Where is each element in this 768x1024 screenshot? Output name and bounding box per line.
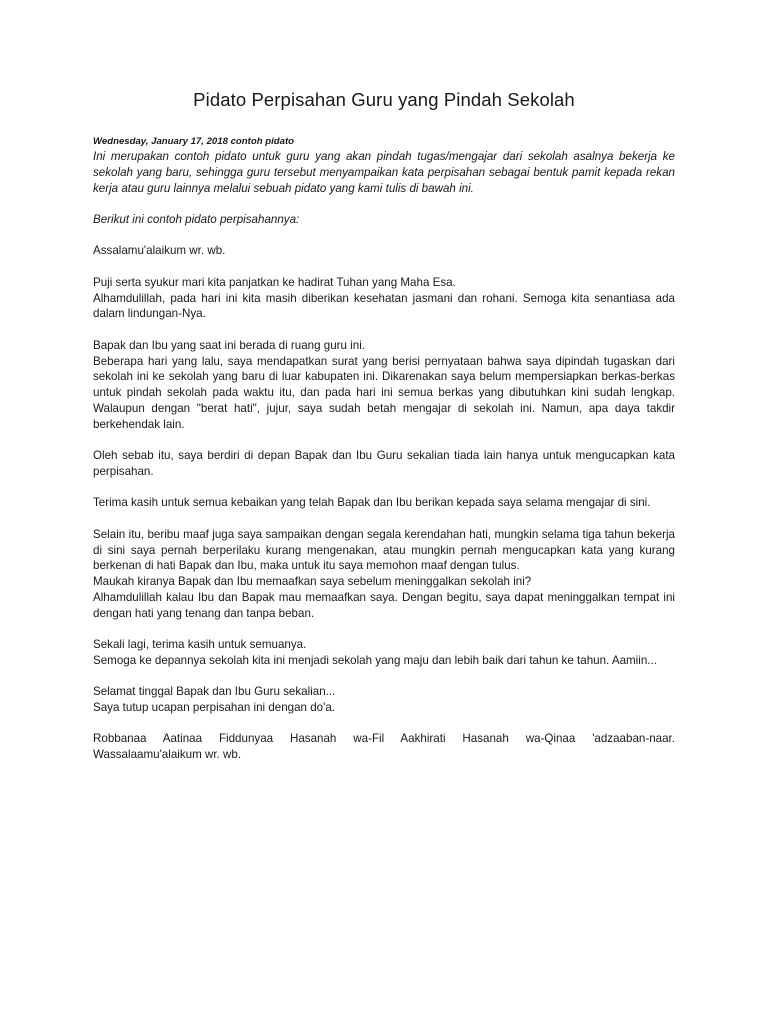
document-title: Pidato Perpisahan Guru yang Pindah Sekolah xyxy=(193,89,575,110)
paragraph-transfer: Beberapa hari yang lalu, saya mendapatkan surat yang berisi pernyataan bahwa saya dipindah tugaskan dari sekolah ini ke sekolah yang baru di luar kabupaten ini. Dikarenakan saya belum mempersiapkan berkas-berkas untuk pindah sekolah pada waktu itu, dan pada hari ini semua berkas yang dibutuhkan kini sudah lengkap. Walaupun dengan "berat hati", jujur, saya sudah betah mengajar di sekolah ini. Namun, apa daya takdir berkehendak lain. xyxy=(93,354,675,431)
paragraph-address: Bapak dan Ibu yang saat ini berada di ruang guru ini. xyxy=(93,338,366,352)
paragraph-health: Alhamdulillah, pada hari ini kita masih diberikan kesehatan jasmani dan rohani. Semoga kita senantiasa ada dalam lindungan-Nya. xyxy=(93,291,675,321)
paragraph-thanks-again: Sekali lagi, terima kasih untuk semuanya. xyxy=(93,638,307,652)
paragraph-hope: Semoga ke depannya sekolah kita ini menjadi sekolah yang maju dan lebih baik dari tahun ke tahun. Aamiin... xyxy=(93,653,657,667)
paragraph-forgiveness-question: Maukah kiranya Bapak dan Ibu memaafkan saya sebelum meninggalkan sekolah ini? xyxy=(93,575,532,589)
document-body xyxy=(93,135,675,763)
paragraph-closing: Saya tutup ucapan perpisahan ini dengan do'a. xyxy=(93,701,336,715)
intro-paragraph: Ini merupakan contoh pidato untuk guru yang akan pindah tugas/mengajar dari sekolah asalnya bekerja ke sekolah yang baru, sehingga guru tersebut menyampaikan kata perpisahan sebagai bentuk pamit kepada rekan kerja atau guru lainnya melalui sebuah pidato yang kami tulis di bawah ini. xyxy=(93,150,675,195)
paragraph-thanks: Terima kasih untuk semua kebaikan yang telah Bapak dan Ibu berikan kepada saya selama mengajar di sini. xyxy=(93,496,651,510)
greeting-paragraph: Assalamu'alaikum wr. wb. xyxy=(93,244,226,258)
lead-paragraph: Berikut ini contoh pidato perpisahannya: xyxy=(93,212,300,226)
paragraph-prayer: Robbanaa Aatinaa Fiddunyaa Hasanah wa-Fil Aakhirati Hasanah wa-Qinaa 'adzaaban-naar. Wassalaamu'alaikum wr. wb. xyxy=(93,732,675,762)
post-meta: Wednesday, January 17, 2018 contoh pidato xyxy=(93,136,294,147)
paragraph-forgiveness-thanks: Alhamdulillah kalau Ibu dan Bapak mau memaafkan saya. Dengan begitu, saya dapat meninggalkan tempat ini dengan hati yang tenang dan tanpa beban. xyxy=(93,590,675,620)
paragraph-apology: Selain itu, beribu maaf juga saya sampaikan dengan segala kerendahan hati, mungkin selama tiga tahun bekerja di sini saya pernah berperilaku kurang mengenakan, atau mungkin pernah mengucapkan kata yang kurang berkenan di hati Bapak dan Ibu, maka untuk itu saya memohon maaf dengan tulus. xyxy=(93,527,675,573)
paragraph-gratitude: Puji serta syukur mari kita panjatkan ke hadirat Tuhan yang Maha Esa. xyxy=(93,275,456,289)
paragraph-goodbye: Selamat tinggal Bapak dan Ibu Guru sekalian... xyxy=(93,685,336,699)
paragraph-farewell-reason: Oleh sebab itu, saya berdiri di depan Bapak dan Ibu Guru sekalian tiada lain hanya untuk mengucapkan kata perpisahan. xyxy=(93,449,675,478)
